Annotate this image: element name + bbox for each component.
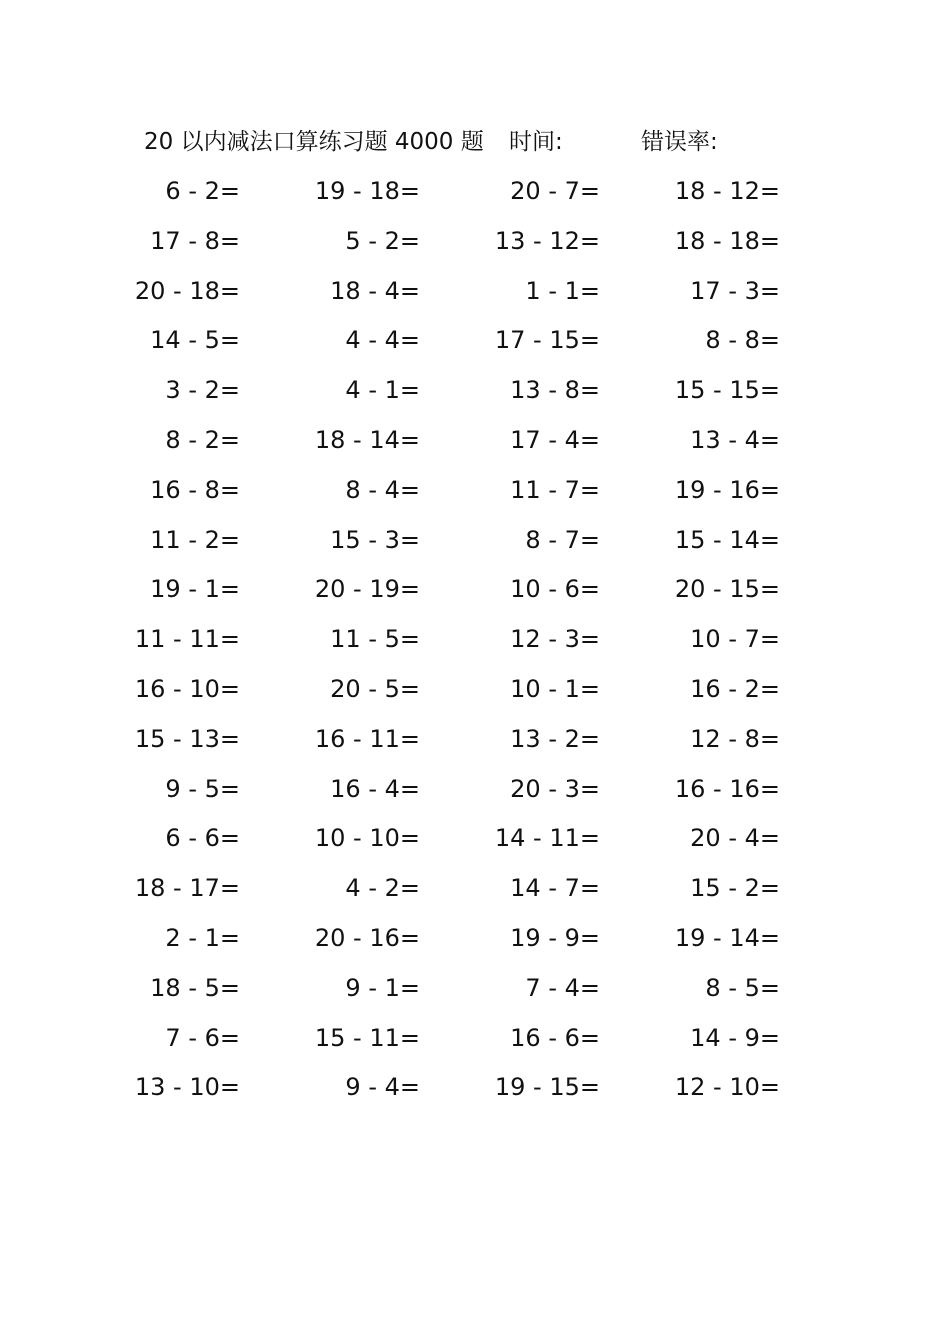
- problem-item: 20 - 15=: [674, 575, 780, 604]
- problem-item: 16 - 16=: [674, 774, 780, 803]
- problem-item: 20 - 7=: [510, 177, 600, 205]
- problem-item: 19 - 9=: [510, 923, 600, 952]
- problem-item: 1 - 1=: [525, 276, 600, 305]
- problem-item: 18 - 18=: [674, 226, 780, 255]
- problem-item: 15 - 15=: [674, 376, 780, 405]
- problem-item: 8 - 5=: [705, 973, 780, 1002]
- problem-row: [0, 270, 950, 320]
- problem-row: [0, 1017, 950, 1067]
- problem-item: 11 - 2=: [150, 525, 240, 554]
- problem-row: [0, 768, 950, 818]
- problem-item: 15 - 11=: [314, 1023, 420, 1052]
- problem-item: 19 - 1=: [150, 575, 240, 604]
- problem-row: [0, 170, 950, 220]
- problem-item: 11 - 7=: [510, 475, 600, 504]
- problem-item: 17 - 15=: [494, 326, 600, 355]
- problem-item: 13 - 4=: [690, 425, 780, 454]
- problem-item: 15 - 14=: [674, 525, 780, 554]
- problem-item: 11 - 5=: [330, 625, 420, 654]
- problem-item: 15 - 2=: [690, 874, 780, 903]
- problem-item: 18 - 17=: [134, 874, 240, 903]
- problem-item: 18 - 5=: [150, 973, 240, 1002]
- problem-item: 18 - 12=: [674, 177, 780, 205]
- time-label: 时间:: [509, 129, 563, 155]
- problem-item: 18 - 14=: [314, 425, 420, 454]
- problem-item: 4 - 1=: [345, 376, 420, 405]
- problem-item: 8 - 4=: [345, 475, 420, 504]
- error-rate-label: 错误率:: [641, 129, 718, 155]
- problem-item: 16 - 11=: [314, 724, 420, 753]
- problem-item: 4 - 2=: [345, 874, 420, 903]
- problem-item: 13 - 8=: [510, 376, 600, 405]
- problem-item: 16 - 6=: [510, 1023, 600, 1052]
- problem-item: 17 - 4=: [510, 425, 600, 454]
- problem-item: 14 - 11=: [494, 824, 600, 853]
- worksheet-title: 20 以内减法口算练习题 4000 题: [144, 129, 484, 155]
- problem-item: 8 - 7=: [525, 525, 600, 554]
- problem-row: [0, 319, 950, 369]
- problem-item: 12 - 8=: [690, 724, 780, 753]
- problem-item: 16 - 2=: [690, 674, 780, 703]
- problem-item: 5 - 2=: [345, 226, 420, 255]
- problem-row: [0, 718, 950, 768]
- problem-item: 15 - 3=: [330, 525, 420, 554]
- problem-item: 4 - 4=: [345, 326, 420, 355]
- problem-item: 19 - 16=: [674, 475, 780, 504]
- problem-item: 10 - 6=: [510, 575, 600, 604]
- problem-item: 9 - 1=: [345, 973, 420, 1002]
- problem-item: 7 - 6=: [165, 1023, 240, 1052]
- problem-item: 11 - 11=: [134, 625, 240, 654]
- problem-item: 12 - 3=: [510, 625, 600, 654]
- problem-item: 6 - 2=: [165, 177, 240, 205]
- problem-row: [0, 568, 950, 618]
- problem-row: [0, 618, 950, 668]
- problem-row: [0, 369, 950, 419]
- problem-item: 17 - 8=: [150, 226, 240, 255]
- problem-row: [0, 1066, 950, 1116]
- problem-row: [0, 967, 950, 1017]
- problem-grid: [0, 170, 950, 1116]
- problem-item: 16 - 8=: [150, 475, 240, 504]
- problem-item: 17 - 3=: [690, 276, 780, 305]
- problem-row: [0, 817, 950, 867]
- problem-row: [0, 220, 950, 270]
- problem-item: 10 - 10=: [314, 824, 420, 853]
- problem-item: 3 - 2=: [165, 376, 240, 405]
- problem-item: 6 - 6=: [165, 824, 240, 853]
- problem-item: 14 - 9=: [690, 1023, 780, 1052]
- problem-item: 20 - 16=: [314, 923, 420, 952]
- problem-item: 13 - 2=: [510, 724, 600, 753]
- problem-item: 8 - 2=: [165, 425, 240, 454]
- problem-item: 20 - 19=: [314, 575, 420, 604]
- problem-item: 13 - 12=: [494, 226, 600, 255]
- problem-item: 19 - 15=: [494, 1073, 600, 1102]
- problem-item: 10 - 1=: [510, 674, 600, 703]
- problem-item: 18 - 4=: [330, 276, 420, 305]
- problem-item: 10 - 7=: [690, 625, 780, 654]
- problem-row: [0, 419, 950, 469]
- problem-row: [0, 469, 950, 519]
- problem-item: 19 - 14=: [674, 923, 780, 952]
- problem-item: 2 - 1=: [165, 923, 240, 952]
- problem-item: 19 - 18=: [314, 177, 420, 205]
- problem-item: 9 - 5=: [165, 774, 240, 803]
- problem-item: 7 - 4=: [525, 973, 600, 1002]
- problem-row: [0, 917, 950, 967]
- problem-item: 9 - 4=: [345, 1073, 420, 1102]
- problem-item: 20 - 4=: [690, 824, 780, 853]
- problem-item: 20 - 5=: [330, 674, 420, 703]
- problem-item: 8 - 8=: [705, 326, 780, 355]
- problem-item: 20 - 3=: [510, 774, 600, 803]
- problem-row: [0, 519, 950, 569]
- problem-item: 16 - 10=: [134, 674, 240, 703]
- problem-item: 20 - 18=: [134, 276, 240, 305]
- problem-item: 16 - 4=: [330, 774, 420, 803]
- problem-row: [0, 867, 950, 917]
- problem-row: [0, 668, 950, 718]
- problem-item: 13 - 10=: [134, 1073, 240, 1102]
- problem-item: 15 - 13=: [134, 724, 240, 753]
- problem-item: 14 - 5=: [150, 326, 240, 355]
- problem-item: 12 - 10=: [674, 1073, 780, 1102]
- worksheet-header: [0, 126, 950, 158]
- problem-item: 14 - 7=: [510, 874, 600, 903]
